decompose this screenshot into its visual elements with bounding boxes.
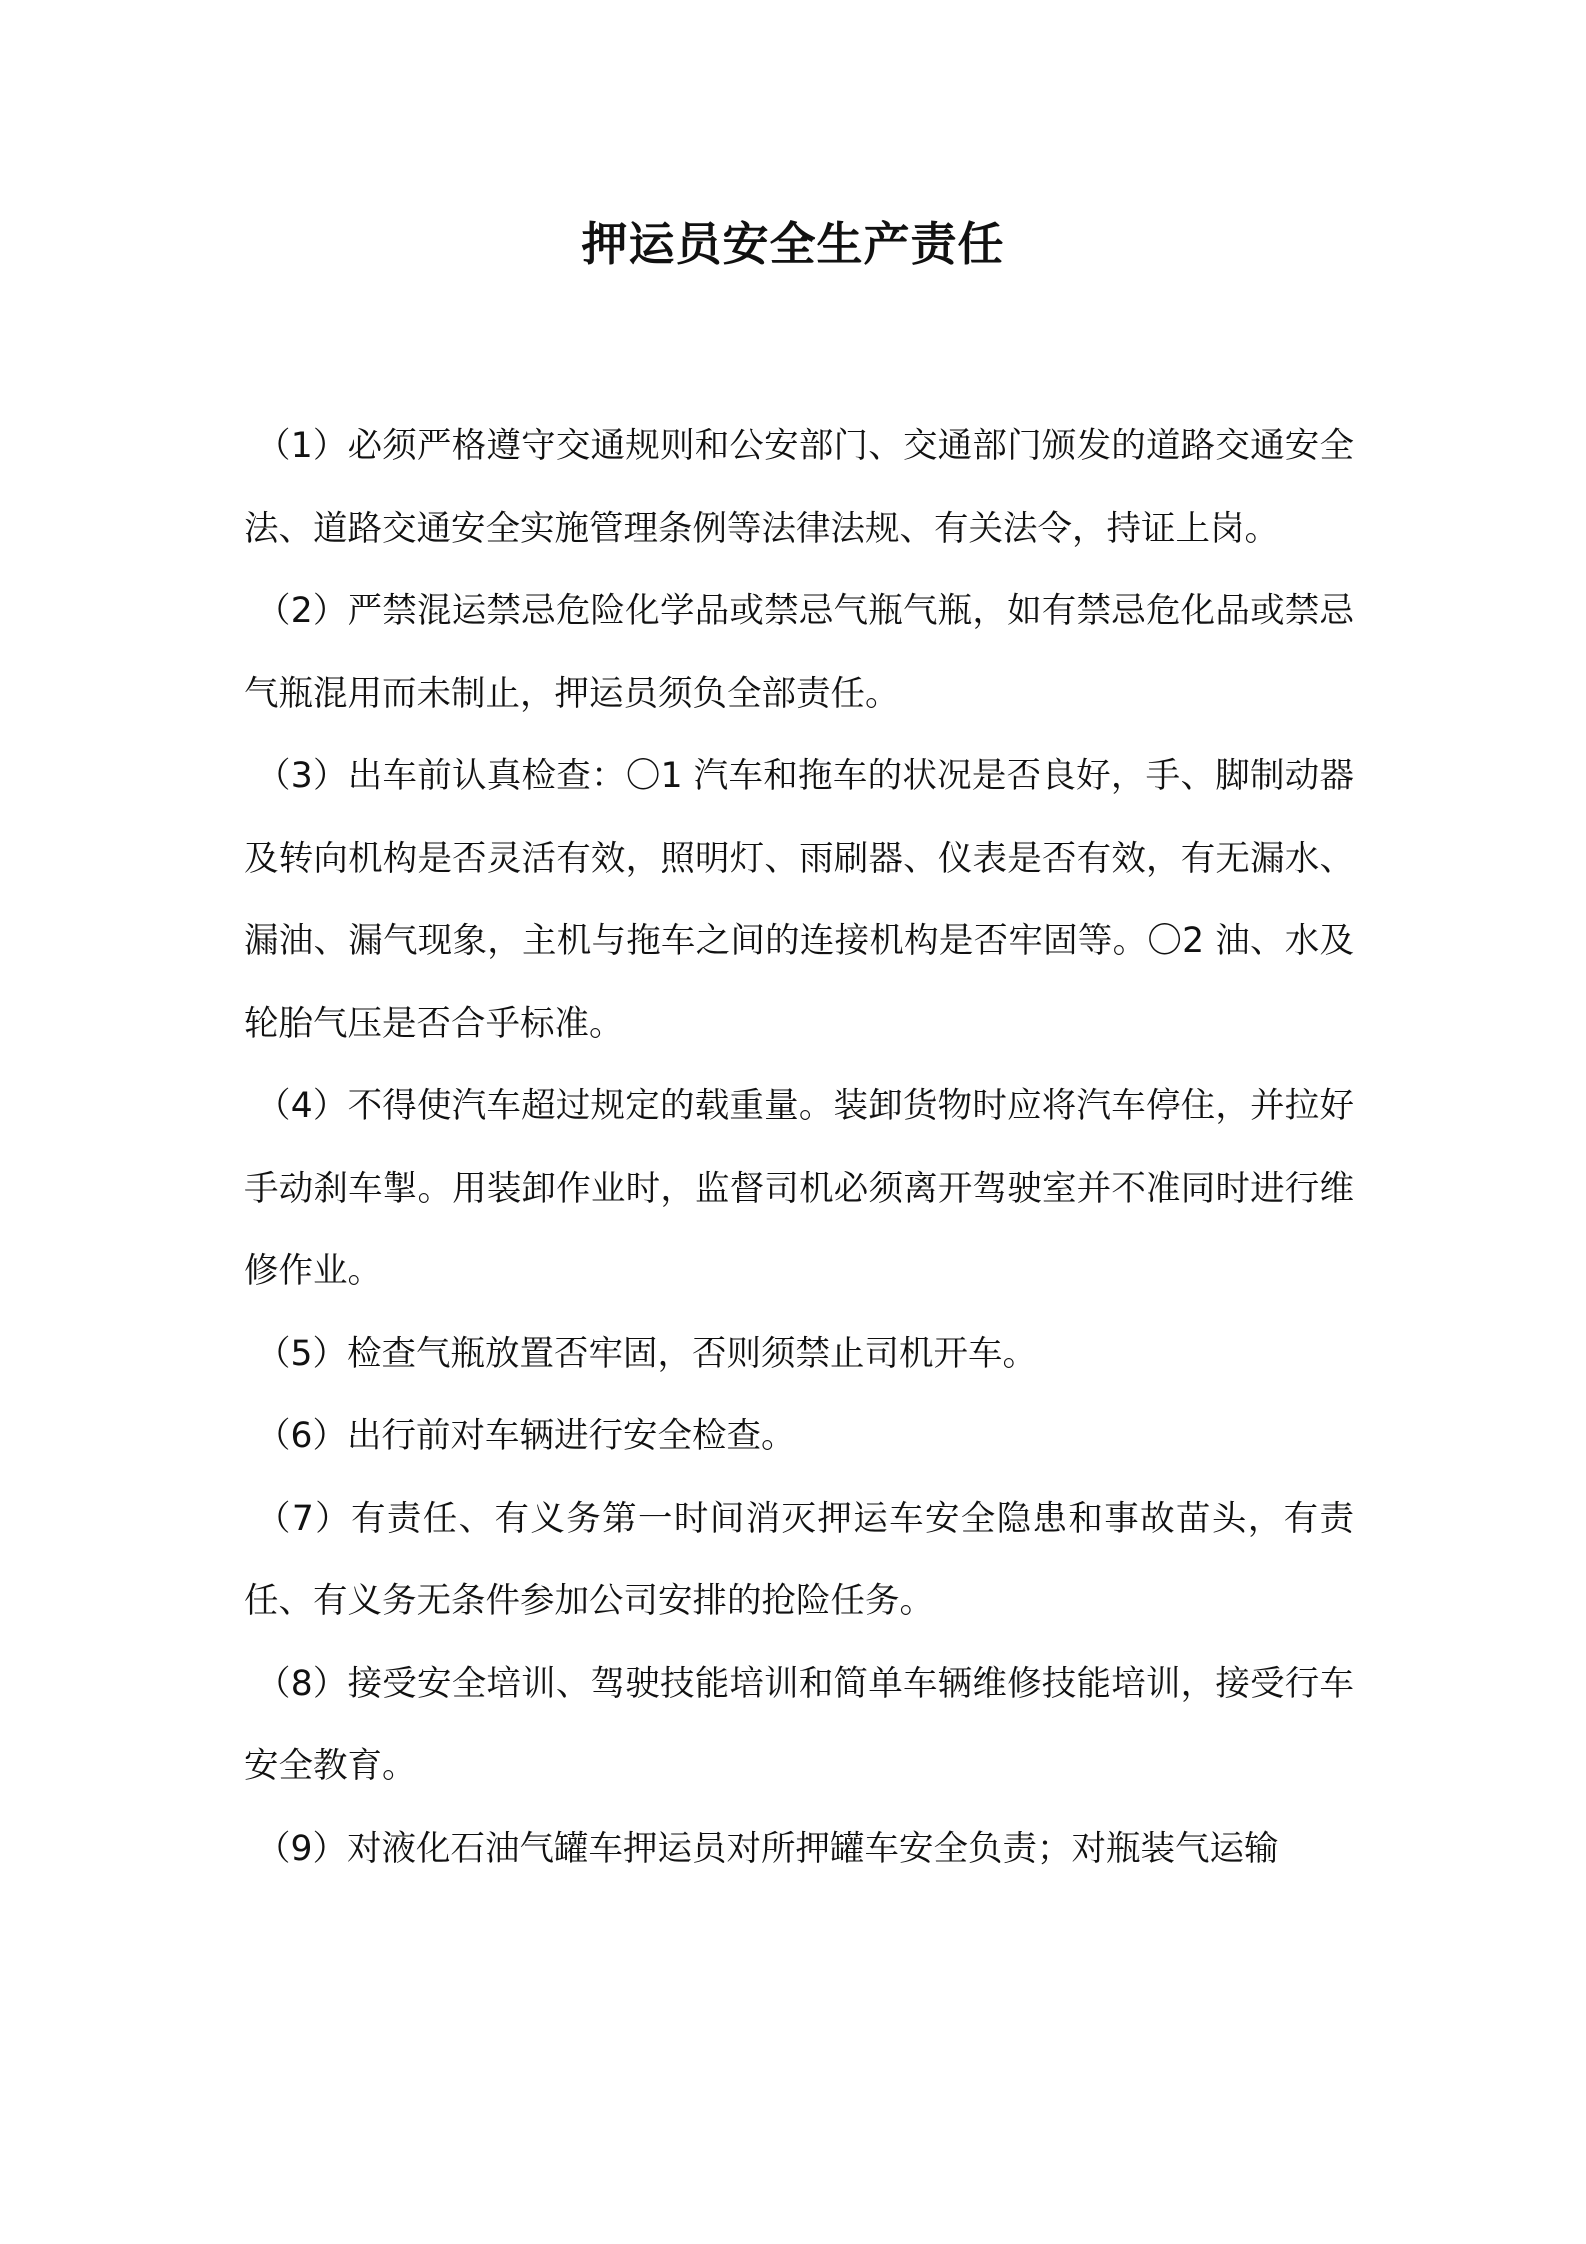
paragraph-1: （1）必须严格遵守交通规则和公安部门、交通部门颁发的道路交通安全法、道路交通安全实施管理条例等法律法规、有关法令，持证上岗。: [244, 426, 1354, 549]
paragraph-5: （5）检查气瓶放置否牢固，否则须禁止司机开车。: [256, 1333, 1037, 1374]
document-title: 押运员安全生产责任: [581, 217, 1005, 271]
paragraph-8: （8）接受安全培训、驾驶技能培训和简单车辆维修技能培训，接受行车安全教育。: [244, 1663, 1354, 1786]
paragraph-7: （7）有责任、有义务第一时间消灭押运车安全隐患和事故苗头，有责任、有义务无条件参加公司安排的抢险任务。: [244, 1498, 1354, 1621]
paragraph-4: （4）不得使汽车超过规定的载重量。装卸货物时应将汽车停住，并拉好手动刹车掣。用装卸作业时，监督司机必须离开驾驶室并不准同时进行维修作业。: [244, 1086, 1354, 1291]
paragraph-3: （3）出车前认真检查：〇1 汽车和拖车的状况是否良好，手、脚制动器及转向机构是否灵活有效，照明灯、雨刷器、仪表是否有效，有无漏水、漏油、漏气现象，主机与拖车之间的连接机构是否牢固等。〇2 油、水及轮胎气压是否合乎标准。: [244, 756, 1354, 1044]
document-body: [244, 405, 1354, 1890]
paragraph-6: （6）出行前对车辆进行安全检查。: [256, 1416, 796, 1456]
paragraph-9: （9）对液化石油气罐车押运员对所押罐车安全负责；对瓶装气运输: [256, 1828, 1279, 1869]
paragraph-2: （2）严禁混运禁忌危险化学品或禁忌气瓶气瓶，如有禁忌危化品或禁忌气瓶混用而未制止，押运员须负全部责任。: [244, 591, 1354, 714]
